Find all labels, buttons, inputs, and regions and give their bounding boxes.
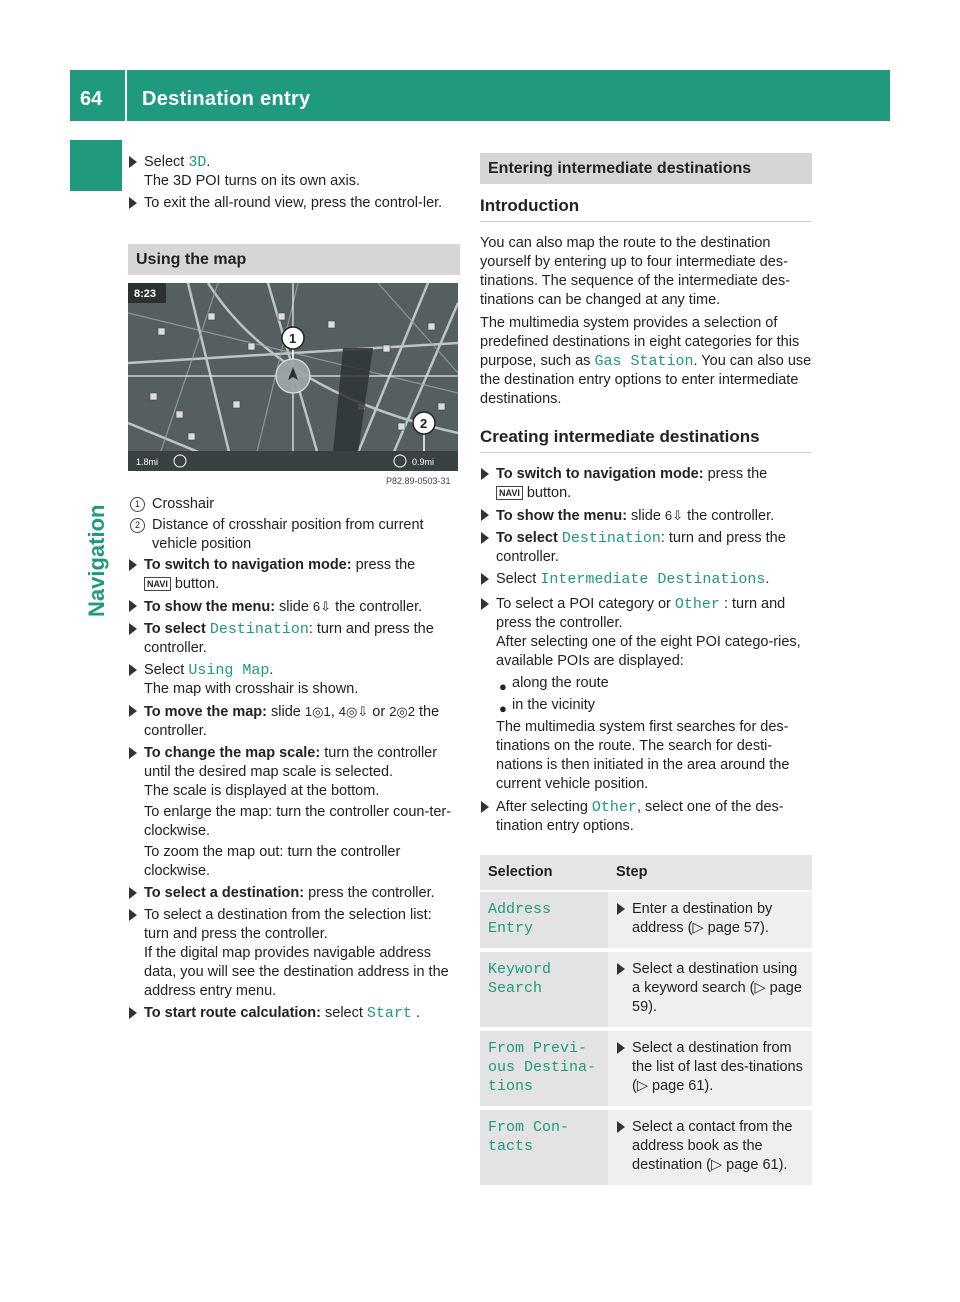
side-tab-block (70, 140, 122, 191)
controller-slide-diag-icon: 2◎2 (389, 704, 415, 719)
col-selection: Selection (480, 855, 608, 891)
map-scale-left: 1.8mi (136, 457, 159, 467)
controller-slide-down-icon: 6⇩ (664, 508, 684, 523)
selection-table (480, 855, 812, 1189)
heading-introduction: Introduction (480, 196, 812, 222)
table-row: Keyword Search Select a destination using a keyword search (▷ page 59). (480, 950, 812, 1029)
map-screenshot (128, 283, 458, 489)
map-time: 8:23 (134, 288, 157, 300)
navi-key-icon: NAVI (496, 486, 523, 500)
step-show-menu-r: To show the menu: slide 6⇩ the controller. (480, 506, 812, 526)
intro-paragraph-1: You can also map the route to the destination yourself by entering up to four intermediate des-tinations. The sequence of the intermediate des-tinations can be changed at any time. (480, 235, 791, 308)
step-select-using-map: Select Using Map. The map with crosshair is shown. (128, 661, 460, 699)
callout-2: 2 (420, 416, 428, 431)
map-distance: 0.9mi (412, 457, 435, 467)
step-select-destination: To select Destination: turn and press the controller. (128, 620, 460, 658)
legend-crosshair: 1 Crosshair (128, 495, 460, 514)
intro-paragraph-2: The multimedia system provides a selection of predefined destinations in eight categories for this purpose, such as Gas Station. You can also use the destination entry options to enter intermediate destinations. (480, 315, 812, 407)
step-map-scale: To change the map scale: turn the controller until the desired map scale is selected. The scale is displayed at the bottom. To enlarge the map: turn the controller coun-ter-clockwise. To zoom the map out: turn the controller clockwise. (128, 744, 460, 881)
step-select-3d: Select 3D. The 3D POI turns on its own axis. (128, 153, 460, 191)
bullet-along-route: ● along the route (499, 675, 609, 694)
step-nav-mode: To switch to navigation mode: press the NAVI button. (128, 556, 460, 594)
right-column (480, 153, 812, 1189)
step-select-destination-press: To select a destination: press the controller. (128, 884, 460, 903)
col-step: Step (608, 855, 812, 891)
step-show-menu: To show the menu: slide 6⇩ the controller. (128, 597, 460, 617)
page-number: 64 (80, 88, 103, 110)
step-select-poi: To select a POI category or Other : turn and press the controller. After selecting one of the eight POI catego-ries, available POIs are displayed: (480, 595, 812, 671)
step-exit-view: To exit the all-round view, press the control-ler. (128, 194, 460, 213)
step-select-from-list: To select a destination from the selection list: turn and press the controller. If the digital map provides navigable address data, you will see the destination address in the address entry menu. (128, 906, 460, 1001)
step-after-other: After selecting Other, select one of the des-tination entry options. (480, 798, 812, 836)
table-row: From Previ‑ ous Destina‑ tions Select a destination from the list of last des-tinations (▷ page 61). (480, 1029, 812, 1108)
left-column (128, 153, 460, 1026)
step-select-intermediate: Select Intermediate Destinations. (480, 570, 812, 589)
section-intermediate-destinations: Entering intermediate destinations (480, 153, 812, 184)
controller-slide-ud-icon: 4◎⇩ (338, 704, 369, 719)
header-divider (125, 70, 127, 121)
section-side-label: Navigation (84, 504, 109, 617)
controller-slide-down-icon: 6⇩ (312, 599, 332, 614)
callout-1: 1 (289, 331, 297, 346)
poi-search-note: The multimedia system first searches for des-tinations on the route. The search for desti-nations is then initiated in the area around the current vehicle position. (496, 719, 790, 792)
legend-distance: 2 Distance of crosshair position from current vehicle position (128, 516, 460, 554)
page-title: Destination entry (142, 88, 311, 110)
navi-key-icon: NAVI (144, 577, 171, 591)
step-start-route: To start route calculation: select Start . (128, 1004, 460, 1023)
figure-code: P82.89-0503-31 (386, 476, 451, 486)
controller-slide-lr-icon: 1◎1 (304, 704, 331, 719)
step-nav-mode-r: To switch to navigation mode: press the NAVI button. (480, 465, 812, 503)
step-move-map: To move the map: slide 1◎1, 4◎⇩ or 2◎2 the controller. (128, 702, 460, 741)
table-row: From Con‑ tacts Select a contact from the address book as the destination (▷ page 61). (480, 1108, 812, 1187)
page-header (70, 70, 890, 121)
section-using-map: Using the map (128, 244, 460, 275)
heading-creating-intermediate: Creating intermediate destinations (480, 427, 812, 453)
table-row: Address Entry Enter a destination by address (▷ page 57). (480, 891, 812, 950)
bullet-in-vicinity: ● in the vicinity (499, 697, 596, 716)
menu-3d: 3D (188, 154, 207, 171)
step-select-destination-r: To select Destination: turn and press the controller. (480, 529, 812, 567)
